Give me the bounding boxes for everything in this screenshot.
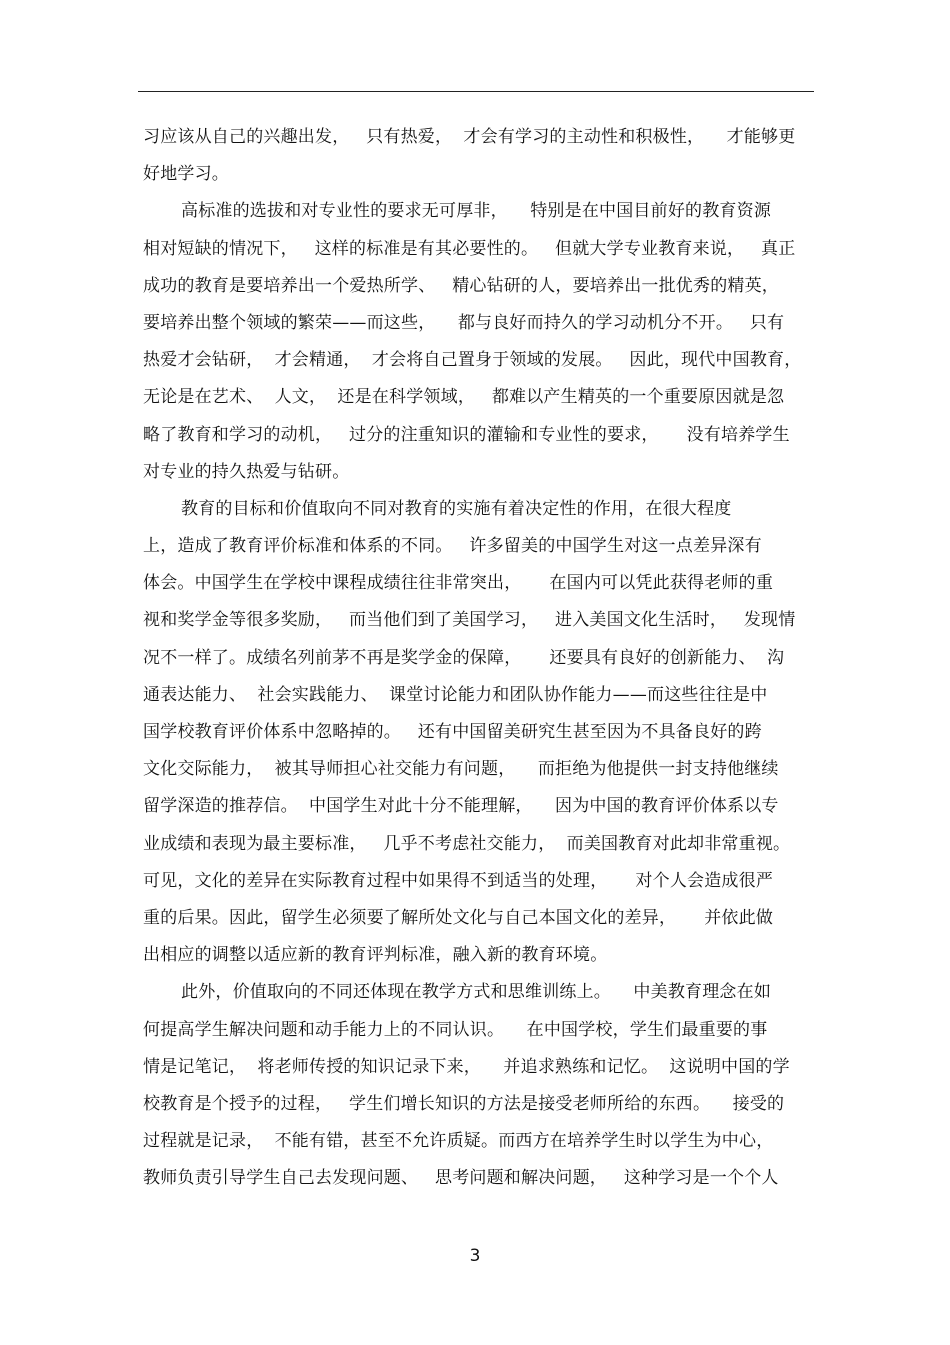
text-line: 何提高学生解决问题和动手能力上的不同认识。 在中国学校，学生们最重要的事 — [143, 1019, 768, 1040]
text-line: 况不一样了。成绩名列前茅不再是奖学金的保障， 还要具有良好的创新能力、 沟 — [143, 647, 785, 668]
text-line: 热爱才会钻研， 才会精通， 才会将自己置身于领域的发展。 因此，现代中国教育， — [143, 350, 802, 371]
paragraph-first-line: 教育的目标和价值取向不同对教育的实施有着决定性的作用，在很大程度 — [181, 498, 732, 519]
body-text — [143, 119, 813, 1197]
text-line: 文化交际能力， 被其导师担心社交能力有问题， 而拒绝为他提供一封支持他继续 — [143, 759, 779, 780]
text-line: 国学校教育评价体系中忽略掉的。 还有中国留美研究生甚至因为不具备良好的跨 — [143, 722, 762, 742]
text-line: 重的后果。因此，留学生必须要了解所处文化与自己本国文化的差异， 并依此做 — [143, 907, 774, 928]
text-line: 情是记笔记， 将老师传授的知识记录下来， 并追求熟练和记忆。 这说明中国的学 — [143, 1056, 790, 1077]
text-line: 教师负责引导学生自己去发现问题、 思考问题和解决问题， 这种学习是一个个人 — [143, 1168, 779, 1189]
text-line: 过程就是记录， 不能有错，甚至不允许质疑。而西方在培养学生时以学生为中心， — [143, 1131, 774, 1152]
text-line: 对专业的持久热爱与钻研。 — [143, 461, 350, 482]
text-line: 校教育是个授予的过程， 学生们增长知识的方法是接受老师所给的东西。 接受的 — [143, 1093, 785, 1114]
text-line: 留学深造的推荐信。 中国学生对此十分不能理解， 因为中国的教育评价体系以专 — [143, 796, 779, 817]
text-line: 成功的教育是要培养出一个爱热所学、 精心钻研的人，要培养出一批优秀的精英， — [143, 275, 780, 296]
text-line: 体会。中国学生在学校中课程成绩往往非常突出， 在国内可以凭此获得老师的重 — [143, 573, 774, 594]
text-line: 业成绩和表现为最主要标准， 几乎不考虑社交能力， 而美国教育对此却非常重视。 — [143, 833, 791, 854]
header-rule — [138, 91, 814, 92]
text-line: 通表达能力、 社会实践能力、 课堂讨论能力和团队协作能力——而这些往往是中 — [143, 684, 768, 705]
page-number: 3 — [469, 1246, 481, 1266]
text-line: 相对短缺的情况下， 这样的标准是有其必要性的。 但就大学专业教育来说， 真正 — [143, 238, 796, 259]
text-line: 无论是在艺术、 人文， 还是在科学领域， 都难以产生精英的一个重要原因就是忽 — [143, 387, 785, 408]
paragraph-first-line: 高标准的选拔和对专业性的要求无可厚非， 特别是在中国目前好的教育资源 — [181, 201, 772, 222]
paragraph-first-line: 此外，价值取向的不同还体现在教学方式和思维训练上。 中美教育理念在如 — [181, 982, 772, 1003]
text-line: 可见，文化的差异在实际教育过程中如果得不到适当的处理， 对个人会造成很严 — [143, 870, 774, 891]
text-line: 好地学习。 — [143, 164, 229, 185]
text-line: 视和奖学金等很多奖励， 而当他们到了美国学习， 进入美国文化生活时， 发现情 — [143, 610, 796, 631]
text-line: 出相应的调整以适应新的教育评判标准，融入新的教育环境。 — [143, 945, 608, 966]
text-line: 习应该从自己的兴趣出发， 只有热爱， 才会有学习的主动性和积极性， 才能够更 — [143, 127, 796, 147]
text-line: 上，造成了教育评价标准和体系的不同。 许多留美的中国学生对这一点差异深有 — [143, 536, 762, 557]
text-line: 略了教育和学习的动机， 过分的注重知识的灌输和专业性的要求， 没有培养学生 — [143, 424, 790, 445]
text-line: 要培养出整个领域的繁荣——而这些， 都与良好而持久的学习动机分不开。 只有 — [143, 312, 785, 333]
